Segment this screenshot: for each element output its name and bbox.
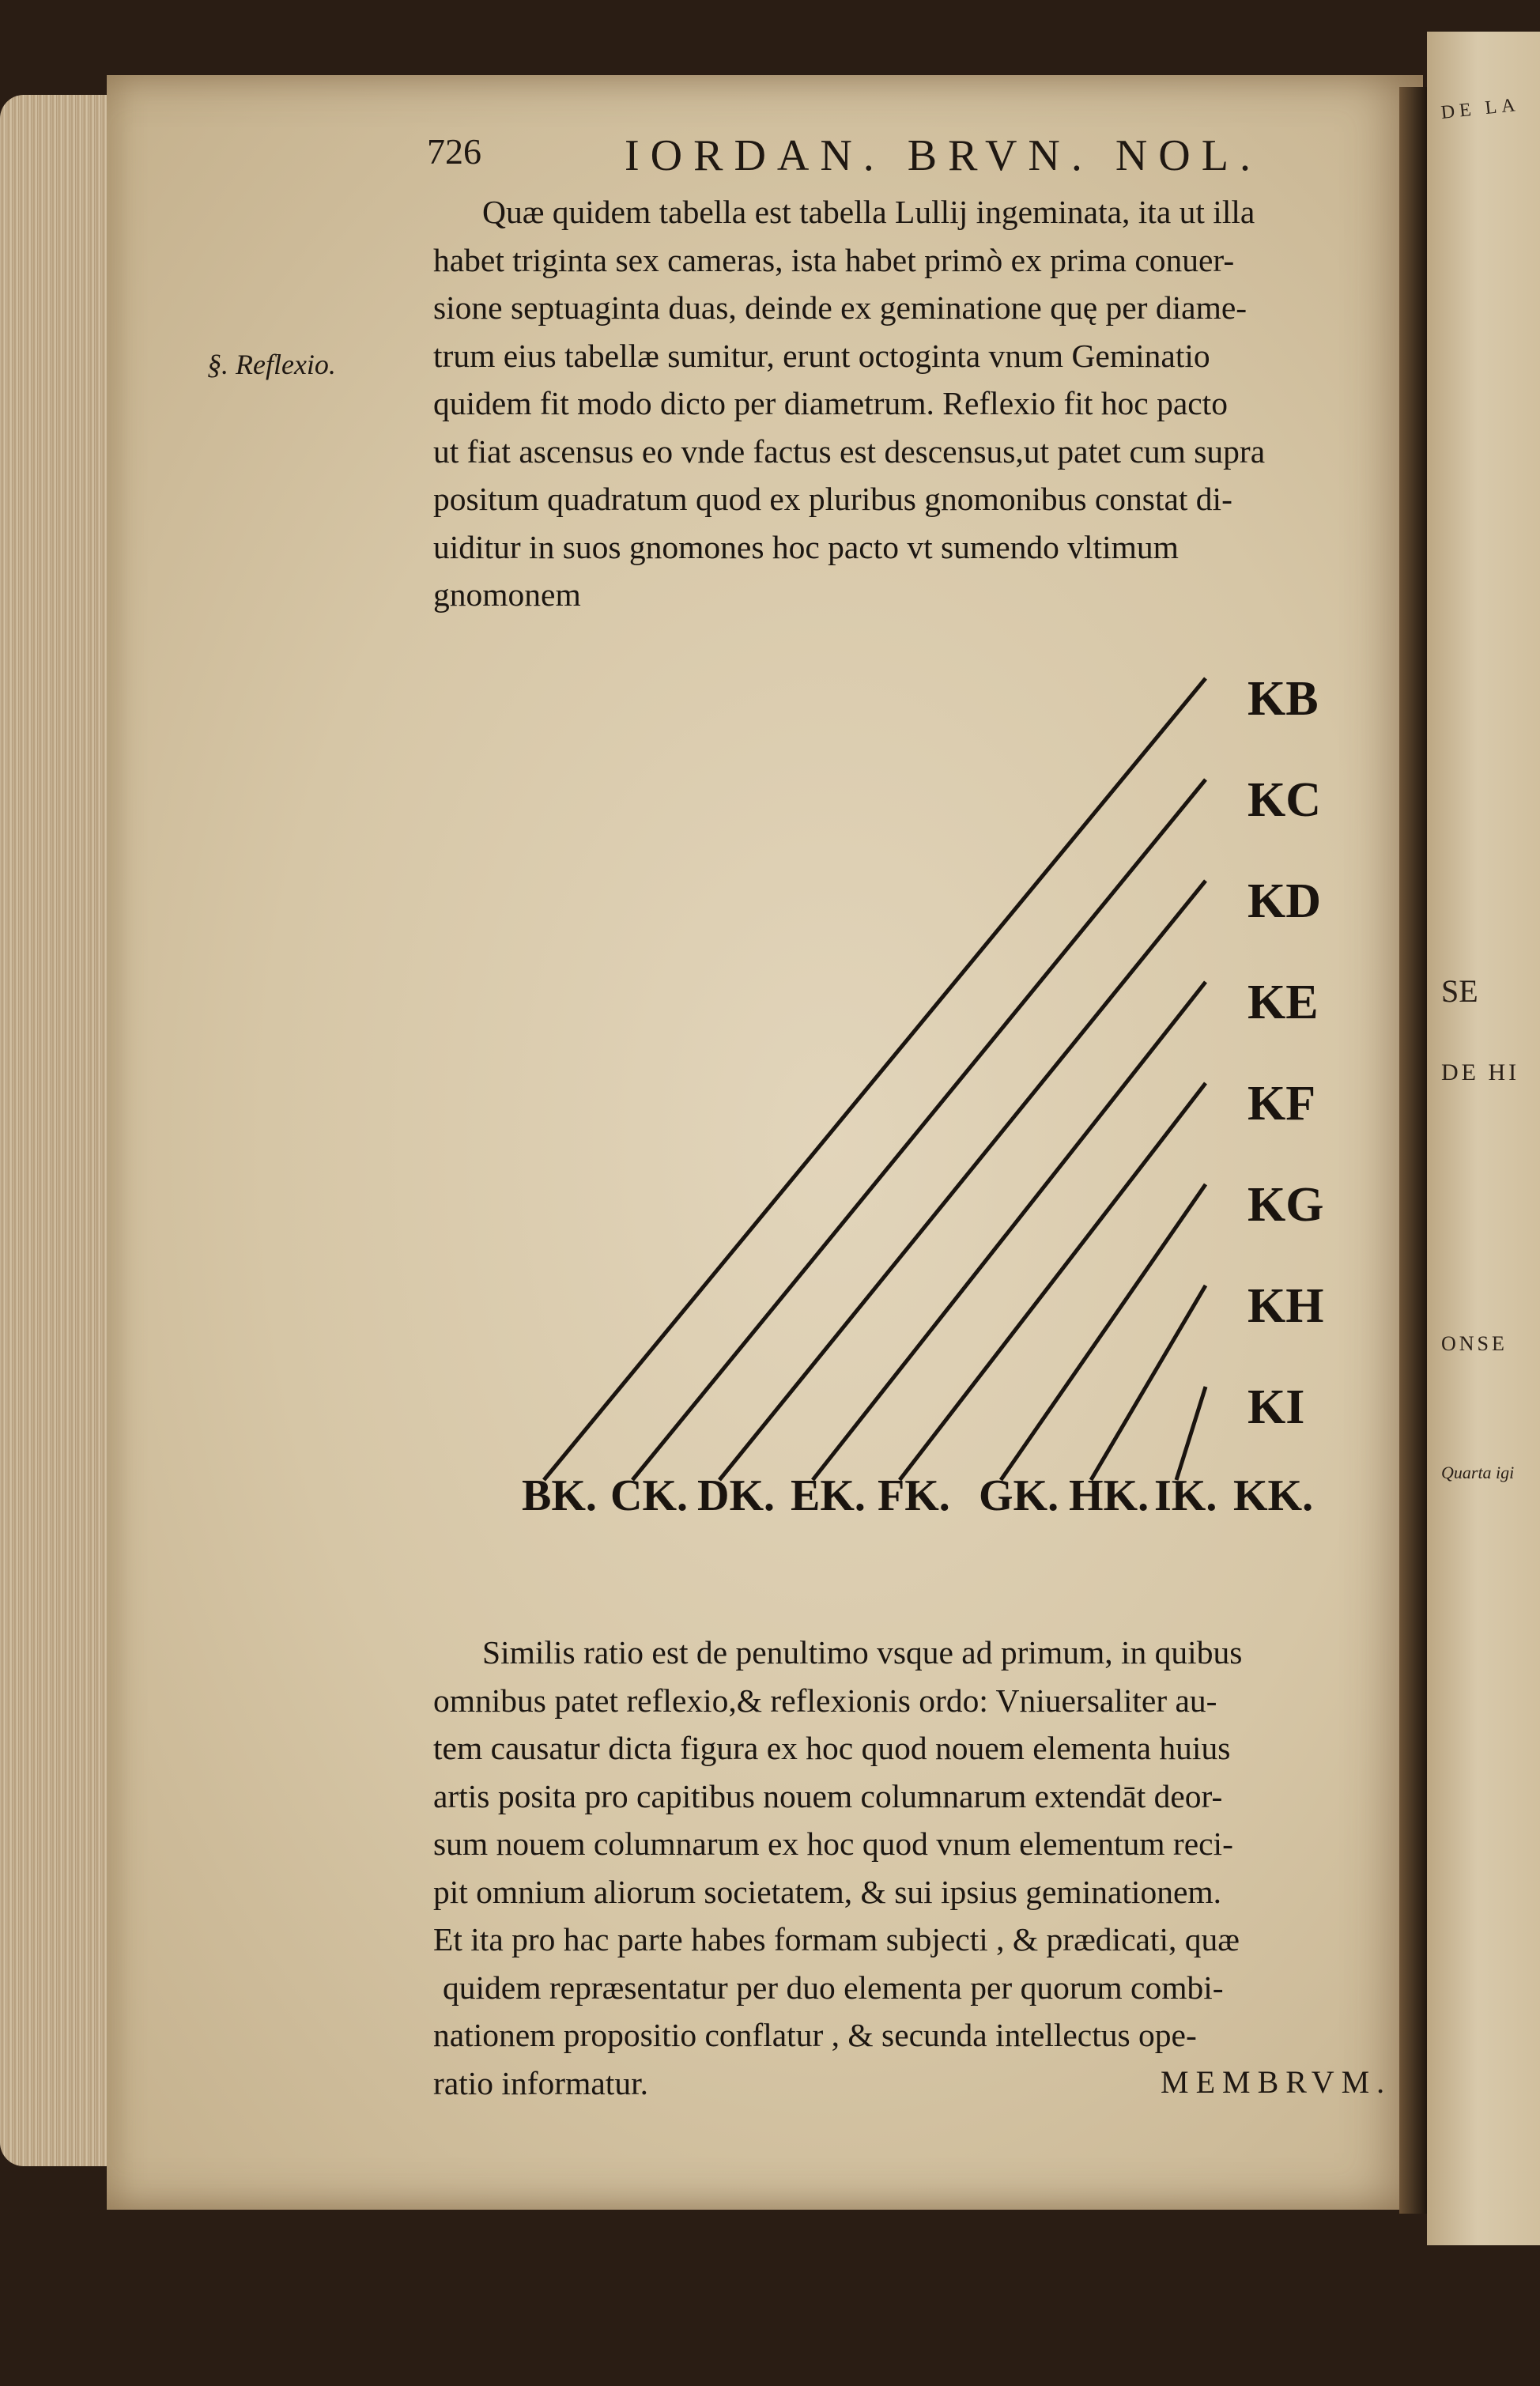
text-line: sione septuaginta duas, deinde ex geminatione quę per diame- xyxy=(433,289,1247,326)
text-line: trum eius tabellæ sumitur, erunt octoginta vnum Geminatio xyxy=(433,337,1210,374)
diagram-top-label: KD xyxy=(1247,874,1321,928)
running-title: IORDAN. BRVN. NOL. xyxy=(625,131,1262,180)
diagram-bottom-label: DK. xyxy=(697,1471,775,1520)
diagram-top-label: KF xyxy=(1247,1077,1316,1131)
text-line: gnomonem xyxy=(433,576,581,613)
diagram-line xyxy=(1091,1285,1206,1480)
diagram-line xyxy=(1176,1387,1206,1480)
diagram-line xyxy=(1001,1184,1206,1480)
text-line: pit omnium aliorum societatem, & sui ipsius geminationem. xyxy=(433,1873,1222,1910)
diagram-top-label: KC xyxy=(1247,773,1321,827)
text-line: habet triginta sex cameras, ista habet primò ex prima conuer- xyxy=(433,241,1235,278)
text-line: ratio informatur. xyxy=(433,2064,648,2101)
text-line: nationem propositio conflatur , & secunda intellectus ope- xyxy=(433,2017,1197,2053)
diagram-line xyxy=(900,1083,1206,1480)
text-line: sum nouem columnarum ex hoc quod vnum elementum reci- xyxy=(433,1825,1233,1862)
text-line: artis posita pro capitibus nouem columnarum extendāt deor- xyxy=(433,1777,1223,1814)
facing-page-fragment: DE LA xyxy=(1440,94,1521,123)
paragraph-bottom xyxy=(433,1629,1410,2107)
diagram-bottom-label: FK. xyxy=(878,1471,950,1520)
margin-note: §. Reflexio. xyxy=(207,349,336,380)
text-line: tem causatur dicta figura ex hoc quod nouem elementa huius xyxy=(433,1730,1231,1766)
diagram-top-label: KI xyxy=(1247,1380,1305,1434)
text-line: Et ita pro hac parte habes formam subjecti , & prædicati, quæ xyxy=(433,1921,1240,1958)
catchword: MEMBRVM. xyxy=(1161,2064,1392,2100)
text-line: quidem repræsentatur per duo elementa per quorum combi- xyxy=(443,1969,1224,2006)
facing-page-fragment: SE xyxy=(1441,973,1478,1009)
text-line: positum quadratum quod ex pluribus gnomonibus constat di- xyxy=(433,481,1232,517)
diagram-line xyxy=(813,982,1206,1480)
diagram-top-label: KE xyxy=(1247,976,1319,1029)
diagram-bottom-label: EK. xyxy=(791,1471,866,1520)
diagram-top-label: KH xyxy=(1247,1279,1324,1333)
page-number: 726 xyxy=(427,131,481,172)
text-line: quidem fit modo dicto per diametrum. Reflexio fit hoc pacto xyxy=(433,385,1228,421)
text-line: Similis ratio est de penultimo vsque ad primum, in quibus xyxy=(482,1634,1243,1671)
diagram-bottom-label: BK. xyxy=(522,1471,597,1520)
text-line: ut fiat ascensus eo vnde factus est descensus,ut patet cum supra xyxy=(433,432,1266,470)
diagram-bottom-label: KK. xyxy=(1233,1471,1314,1520)
diagram-top-label: KG xyxy=(1247,1178,1324,1232)
diagram-bottom-label: HK. xyxy=(1069,1471,1149,1520)
diagram-bottom-label: CK. xyxy=(610,1471,688,1520)
diagram-bottom-label: GK. xyxy=(979,1471,1059,1520)
diagram-top-label: KB xyxy=(1247,672,1319,726)
text-line: omnibus patet reflexio,& reflexionis ordo: Vniuersaliter au- xyxy=(433,1682,1217,1719)
text-line: Quæ quidem tabella est tabella Lullij ingeminata, ita ut illa xyxy=(482,194,1255,230)
diagram-bottom-label: IK. xyxy=(1154,1471,1217,1520)
diagram-line xyxy=(632,780,1206,1480)
facing-page-fragment: DE HI xyxy=(1441,1059,1520,1085)
text-line: uiditur in suos gnomones hoc pacto vt sumendo vltimum xyxy=(433,528,1179,565)
diagram-line xyxy=(544,678,1206,1480)
facing-page-fragment: Quarta igi xyxy=(1441,1463,1515,1482)
facing-page-fragment: ONSE xyxy=(1441,1332,1508,1355)
